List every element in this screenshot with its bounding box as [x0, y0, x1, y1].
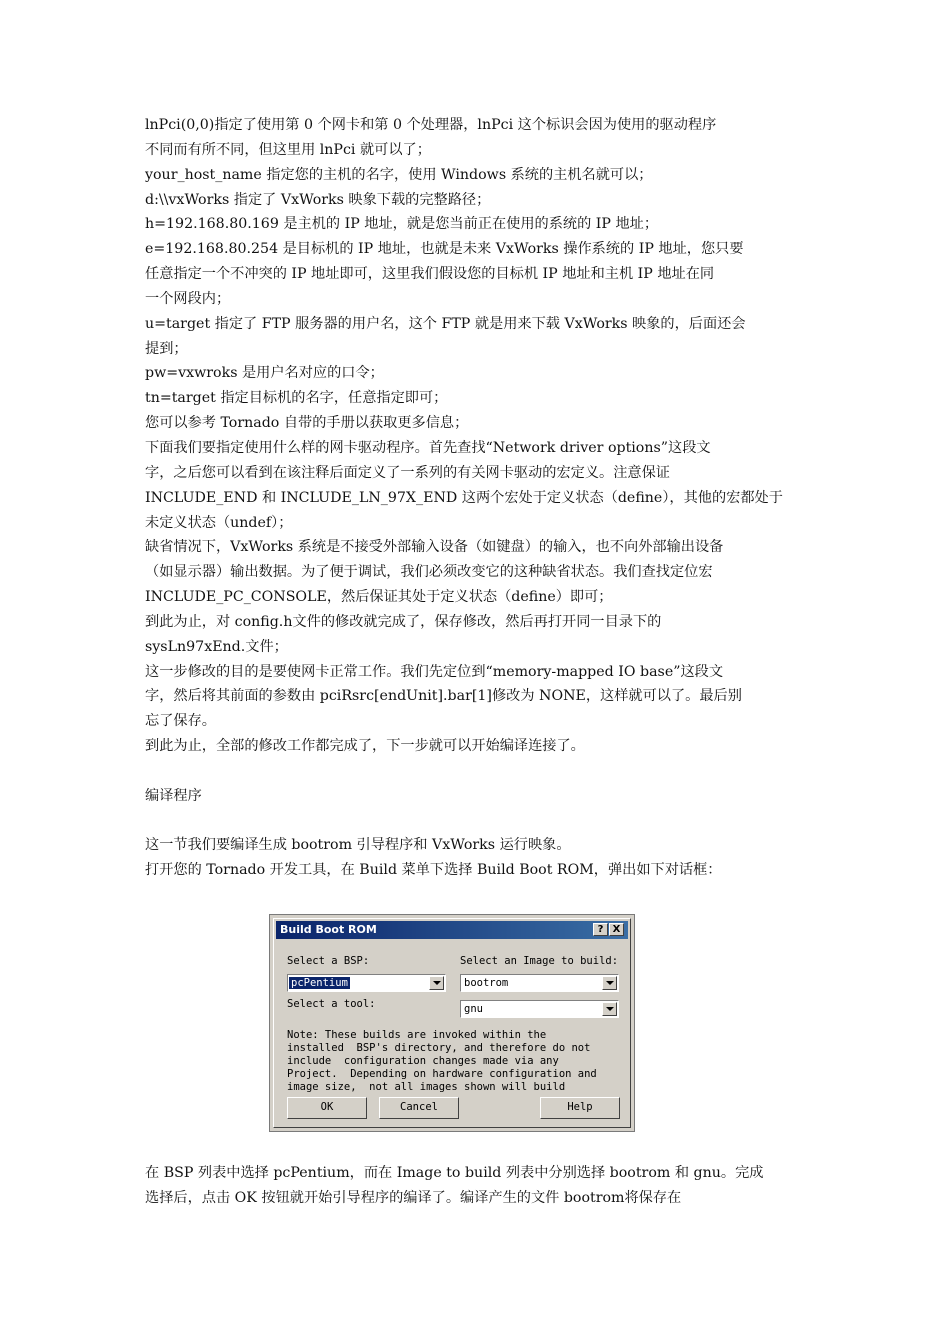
text-line: 字，然后将其前面的参数由 pciRsrc[endUnit].bar[1]修改为 NONE，这样就可以了。最后别	[145, 688, 742, 705]
text-line: pw=vxwroks 是用户名对应的口令；	[145, 365, 384, 382]
section-heading: 编译程序	[145, 787, 202, 804]
text-line: 在 BSP 列表中选择 pcPentium，而在 Image to build 列表中分别选择 bootrom 和 gnu。完成	[145, 1165, 764, 1181]
text-line: 一个网段内；	[145, 290, 231, 307]
document-body	[145, 113, 810, 883]
dialog-screenshot	[269, 914, 635, 1132]
text-line: lnPci(0,0)指定了使用第 0 个网卡和第 0 个处理器，lnPci 这个标识会因为使用的驱动程序	[145, 117, 717, 133]
text-line: 到此为止，全部的修改工作都完成了，下一步就可以开始编译连接了。	[145, 738, 585, 755]
text-line: 打开您的 Tornado 开发工具，在 Build 菜单下选择 Build Boot ROM，弹出如下对话框：	[145, 862, 722, 879]
text-line: e=192.168.80.254 是目标机的 IP 地址，也就是未来 VxWorks 操作系统的 IP 地址，您只要	[145, 241, 744, 258]
bsp-select-value: pcPentium	[291, 977, 348, 989]
bsp-label: Select a BSP:	[287, 955, 370, 967]
dialog-note: Note: These builds are invoked within the installed BSP's directory, and therefore do not include configuration changes made via any Project. Depending on hardware configuration and image size, not all images shown will build	[287, 1029, 597, 1093]
text-line: 未定义状态（undef）；	[145, 514, 293, 531]
image-label: Select an Image to build:	[460, 955, 619, 967]
help-button[interactable]: Help	[540, 1097, 620, 1119]
text-line: INCLUDE_PC_CONSOLE，然后保证其处于定义状态（define）即可；	[145, 589, 613, 606]
chevron-down-icon[interactable]	[602, 1002, 617, 1016]
image-select-value: bootrom	[464, 977, 509, 989]
text-line: 这一步修改的目的是要使网卡正常工作。我们先定位到“memory-mapped IO base”这段文	[145, 663, 724, 680]
text-line: 字，之后您可以看到在该注释后面定义了一系列的有关网卡驱动的宏定义。注意保证	[145, 464, 670, 481]
help-icon[interactable]: ?	[593, 923, 608, 936]
bsp-select[interactable]	[287, 974, 446, 992]
text-line: 到此为止，对 config.h文件的修改就完成了，保存修改，然后再打开同一目录下的	[145, 613, 662, 630]
text-line: 选择后，点击 OK 按钮就开始引导程序的编译了。编译产生的文件 bootrom将保存在	[145, 1189, 682, 1206]
dialog-title: Build Boot ROM	[280, 923, 377, 936]
text-line: （如显示器）输出数据。为了便于调试，我们必须改变它的这种缺省状态。我们查找定位宏	[145, 564, 713, 581]
text-line: 您可以参考 Tornado 自带的手册以获取更多信息；	[145, 415, 469, 432]
cancel-button[interactable]: Cancel	[379, 1097, 459, 1119]
dialog-titlebar	[276, 921, 628, 939]
text-line: 任意指定一个不冲突的 IP 地址即可，这里我们假设您的目标机 IP 地址和主机 IP 地址在同	[145, 266, 715, 283]
text-line: d:\\vxWorks 指定了 VxWorks 映象下载的完整路径；	[145, 191, 491, 208]
chevron-down-icon[interactable]	[429, 976, 444, 990]
chevron-down-icon[interactable]	[602, 976, 617, 990]
text-line: 缺省情况下，VxWorks 系统是不接受外部输入设备（如键盘）的输入，也不向外部输出设备	[145, 539, 724, 556]
tool-label: Select a tool:	[287, 998, 376, 1010]
text-line: 不同而有所不同，但这里用 lnPci 就可以了；	[145, 141, 431, 158]
text-line: tn=target 指定目标机的名字，任意指定即可；	[145, 390, 448, 407]
bottom-block	[145, 1161, 810, 1211]
text-line: your_host_name 指定您的主机的名字，使用 Windows 系统的主机名就可以；	[145, 166, 653, 183]
tool-select-value: gnu	[464, 1003, 483, 1015]
text-line: 这一节我们要编译生成 bootrom 引导程序和 VxWorks 运行映象。	[145, 837, 571, 854]
close-icon[interactable]: X	[609, 923, 624, 936]
text-line: u=target 指定了 FTP 服务器的用户名，这个 FTP 就是用来下载 VxWorks 映象的，后面还会	[145, 315, 746, 332]
top-paragraphs	[145, 113, 810, 759]
text-line: h=192.168.80.169 是主机的 IP 地址，就是您当前正在使用的系统的 IP 地址；	[145, 216, 659, 233]
build-boot-rom-dialog	[273, 918, 631, 1128]
text-line: 下面我们要指定使用什么样的网卡驱动程序。首先查找“Network driver options”这段文	[145, 439, 711, 456]
ok-button[interactable]: OK	[287, 1097, 367, 1119]
text-line: INCLUDE_END 和 INCLUDE_LN_97X_END 这两个宏处于定义状态（define），其他的宏都处于	[145, 489, 783, 506]
text-line: 提到；	[145, 340, 188, 357]
text-line: sysLn97xEnd.文件；	[145, 638, 288, 655]
bottom-paragraphs	[145, 1161, 810, 1211]
mid-paragraphs	[145, 833, 810, 883]
image-select[interactable]	[460, 974, 619, 992]
text-line: 忘了保存。	[145, 713, 216, 730]
tool-select[interactable]	[460, 1000, 619, 1018]
